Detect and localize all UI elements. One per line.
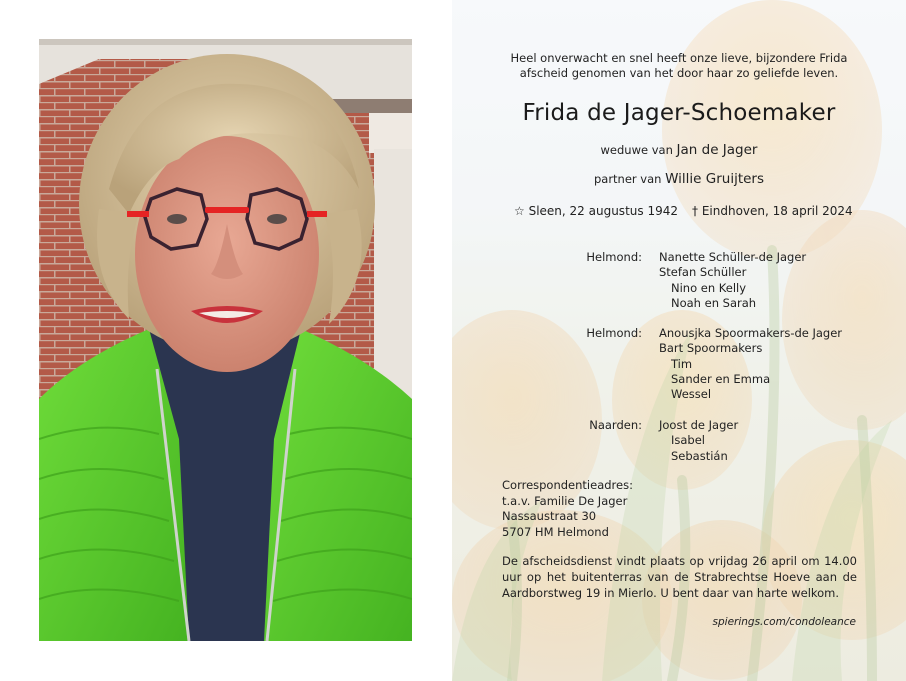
family-member: Noah en Sarah: [671, 295, 757, 310]
death-notice-card: [452, 0, 906, 681]
address-heading: Correspondentieadres:: [502, 478, 633, 492]
family-member: Anousjka Spoormakers-de Jager: [659, 326, 843, 340]
correspondence-address: [502, 478, 633, 540]
relation-person: Willie Gruijters: [665, 171, 765, 187]
intro-line-2: afscheid genomen van het door haar zo geliefde leven.: [519, 66, 839, 80]
relation-partner: [452, 171, 906, 187]
family-member: Wessel: [671, 387, 712, 402]
intro-text: [452, 51, 906, 81]
family-place: Helmond:: [586, 250, 642, 264]
star-icon: ☆: [514, 204, 525, 218]
family-members: [659, 418, 738, 464]
cross-icon: †: [692, 204, 698, 218]
death-text: Eindhoven, 18 april 2024: [701, 204, 853, 218]
family-member: Isabel: [671, 433, 706, 448]
address-line: Nassaustraat 30: [502, 509, 597, 523]
birth-info: [514, 204, 678, 218]
family-member: Stefan Schüller: [659, 265, 747, 280]
family-member: Bart Spoormakers: [659, 341, 763, 356]
relation-label: partner van: [593, 172, 662, 186]
portrait-photo: [39, 39, 412, 641]
family-member: Joost de Jager: [659, 418, 739, 432]
family-place: Helmond:: [586, 326, 642, 340]
family-members: [659, 250, 806, 311]
family-place: Naarden:: [589, 418, 642, 432]
relation-person: Jan de Jager: [676, 142, 758, 158]
condolence-website[interactable]: spierings.com/condoleance: [712, 616, 856, 628]
deceased-name: Frida de Jager-Schoemaker: [522, 100, 836, 126]
service-details: De afscheidsdienst vindt plaats op vrijdag 26 april om 14.00 uur op het buitenterras van de Strabrechtse Hoeve aan de Aardborstweg 19 in Mierlo. U bent daar van harte welkom.: [502, 554, 857, 600]
family-members: [659, 326, 842, 402]
relation-widow: [452, 142, 906, 158]
family-member: Nanette Schüller-de Jager: [659, 250, 807, 264]
birth-text: Sleen, 22 augustus 1942: [528, 204, 678, 218]
address-line: t.a.v. Familie De Jager: [502, 493, 628, 508]
family-member: Sebastián: [671, 448, 728, 463]
family-member: Tim: [671, 356, 693, 371]
death-info: [692, 204, 853, 218]
family-member: Sander en Emma: [671, 371, 771, 386]
family-member: Nino en Kelly: [671, 280, 747, 295]
address-line: 5707 HM Helmond: [502, 524, 609, 539]
relation-label: weduwe van: [600, 143, 673, 157]
portrait-illustration: [39, 39, 412, 641]
intro-line-1: Heel onverwacht en snel heeft onze lieve, bijzondere Frida: [510, 51, 848, 65]
